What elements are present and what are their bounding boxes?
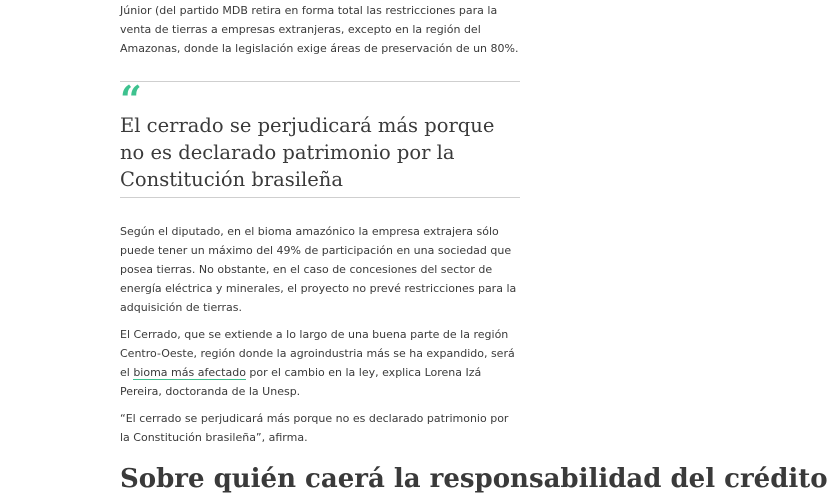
bioma-mas-afectado-link[interactable]: bioma más afectado bbox=[133, 366, 246, 379]
intro-paragraph: Júnior (del partido MDB retira en forma total las restricciones para la venta de tierras a empresas extranjeras, excepto en la región del Amazonas, donde la legislación exige áreas de preservación de un 80%. bbox=[120, 4, 519, 55]
paragraph-cerrado bbox=[120, 325, 520, 401]
paragraph-quote-afirma: “El cerrado se perjudicará más porque no es declarado patrimonio por la Constitución brasileña”, afirma. bbox=[120, 412, 509, 444]
pull-quote-text: El cerrado se perjudicará más porque no es declarado patrimonio por la Constitución brasileña bbox=[120, 114, 495, 191]
paragraph-diputado: Según el diputado, en el bioma amazónico la empresa extrajera sólo puede tener un máximo del 49% de participación en una sociedad que posea tierras. No obstante, en el caso de concesiones del sector de energía eléctrica y minerales, el proyecto no prevé restricciones para la adquisición de tierras. bbox=[120, 225, 517, 314]
quote-mark-icon: “ bbox=[120, 77, 142, 122]
pull-quote-bottom-divider bbox=[120, 197, 520, 198]
pull-quote-top-divider bbox=[120, 81, 520, 82]
section-heading: Sobre quién caerá la responsabilidad del crédito bbox=[120, 464, 828, 494]
paragraph-cerrado-text-before: El Cerrado, que se extiende a lo largo de una buena parte de la región Centro-Oeste, región donde la agroindustria más se ha expandido, será el bbox=[120, 328, 515, 379]
paragraph-cerrado-text-after: por el cambio en la ley, explica Lorena Izá Pereira, doctoranda de la Unesp. bbox=[120, 366, 482, 398]
